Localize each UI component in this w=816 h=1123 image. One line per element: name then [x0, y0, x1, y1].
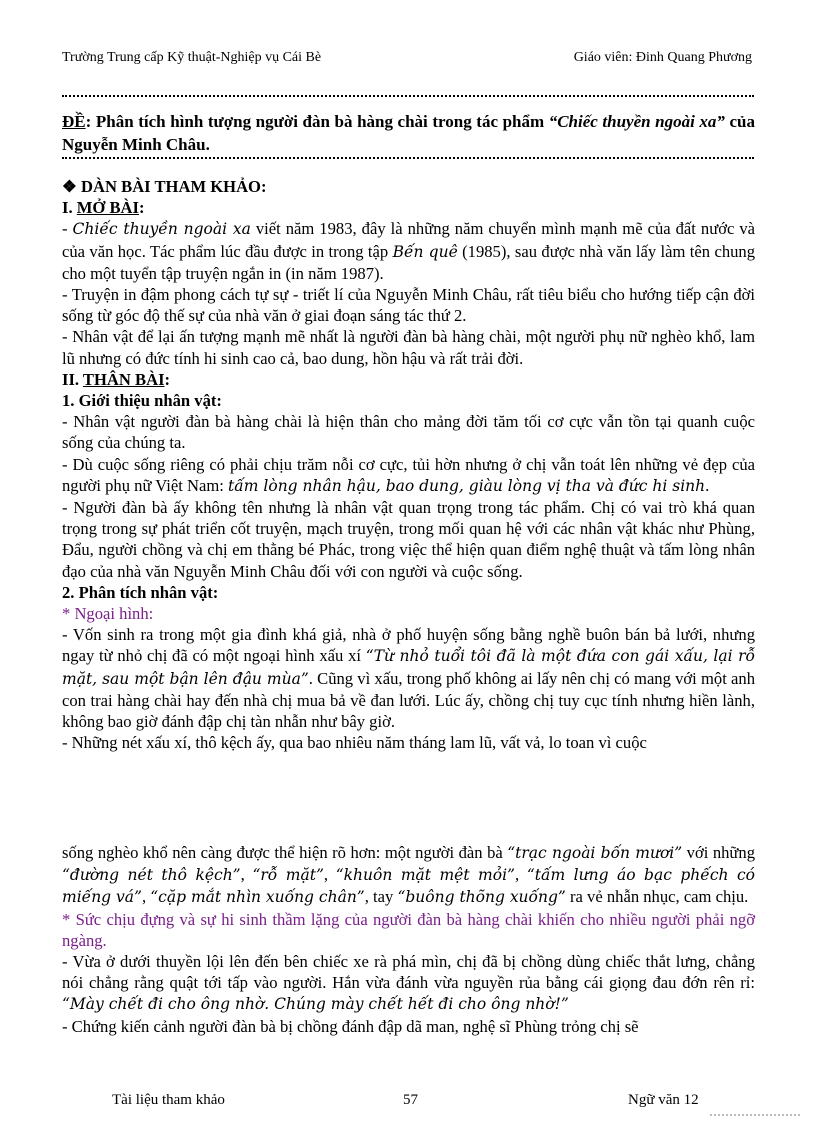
topic-author: của Nguyễn Minh Châu. [62, 112, 755, 154]
dotted-divider [62, 95, 754, 97]
section-heading: 2. Phân tích nhân vật: [62, 582, 219, 602]
corner-dots [710, 1114, 800, 1119]
header-school: Trường Trung cấp Kỹ thuật-Nghiệp vụ Cái Bè [62, 50, 322, 65]
body-paragraph: - Nhân vật người đàn bà hàng chài là hiện thân cho mảng đời tăm tối cơ cực vẫn tồn tại quanh cuộc sống của chúng ta. [62, 412, 755, 453]
section-heading: 1. Giới thiệu nhân vật: [62, 391, 222, 411]
header-teacher: Giáo viên: Đinh Quang Phương [573, 50, 752, 65]
document-body-continued [62, 842, 755, 1037]
body-paragraph: - Vừa ở dưới thuyền lội lên đến bên chiếc xe rà phá mìn, chị đã bị chồng dùng chiếc thắt lưng, chẳng nói chẳng rằng quật tới tấp vào người. Hắn vừa đánh vừa nguyền rủa bằng cái giọng đau đớn rên rỉ: “Mày chết đi cho ông nhờ. Chúng mày chết hết đi cho ông nhờ!” [62, 952, 755, 1014]
subsection-heading: * Sức chịu đựng và sự hi sinh thầm lặng của người đàn bà hàng chài khiến cho nhiều người phải ngỡ ngàng. [62, 909, 755, 950]
footer-left: Tài liệu tham khảo [112, 1092, 225, 1108]
outline-heading: ❖ DÀN BÀI THAM KHẢO: [62, 177, 267, 196]
body-heading: II. THÂN BÀI: [62, 369, 171, 389]
topic-work: “Chiếc thuyền ngoài xa” [548, 112, 725, 131]
intro-heading: I. MỞ BÀI: [62, 198, 145, 218]
body-paragraph: - Chứng kiến cảnh người đàn bà bị chồng đánh đập dã man, nghệ sĩ Phùng trỏng chị sẽ [62, 1016, 639, 1036]
body-paragraph: sống nghèo khổ nên càng được thể hiện rõ hơn: một người đàn bà “trạc ngoài bốn mươi” với những “đường nét thô kệch”, “rỗ mặt”, “khuôn mặt mệt mỏi”, “tấm lưng áo bạc phếch có miếng vá”, “cặp mắt nhìn xuống chân”, tay “buông thõng xuống” ra vẻ nhẫn nhục, cam chịu. [62, 843, 756, 907]
body-paragraph: - Những nét xấu xí, thô kệch ấy, qua bao nhiêu năm tháng lam lũ, vất vả, lo toan vì cuộc [62, 733, 647, 753]
intro-paragraph: - Truyện in đậm phong cách tự sự - triết lí của Nguyễn Minh Châu, rất tiêu biểu cho hướng tiếp cận đời sống từ góc độ thế sự của nhà văn ở giai đoạn sáng tác thứ 2. [62, 285, 755, 326]
topic-label: ĐỀ [62, 112, 86, 131]
dotted-divider [62, 157, 754, 159]
intro-paragraph: - Nhân vật để lại ấn tượng mạnh mẽ nhất là người đàn bà hàng chài, một người phụ nữ nghèo khổ, lam lũ nhưng có đức tính hi sinh cao cả, bao dung, hồn hậu và rất trải đời. [62, 327, 755, 368]
topic-text: : Phân tích hình tượng người đàn bà hàng chài trong tác phẩm [85, 112, 549, 131]
essay-topic [62, 110, 755, 156]
body-paragraph: - Dù cuộc sống riêng có phải chịu trăm nỗi cơ cực, tủi hờn nhưng ở chị vẫn toát lên những vẻ đẹp của người phụ nữ Việt Nam: tấm lòng nhân hậu, bao dung, giàu lòng vị tha và đức hi sinh. [62, 454, 755, 495]
document-body [62, 176, 755, 753]
intro-paragraph: - Chiếc thuyền ngoài xa viết năm 1983, đây là những năm chuyển mình mạnh mẽ của đất nước và của văn học. Tác phẩm lúc đầu được in trong tập Bến quê (1985), sau được nhà văn lấy làm tên chung cho một tuyển tập truyện ngắn in (in năm 1987). [62, 219, 756, 283]
page-number: 57 [403, 1092, 418, 1108]
footer-right: Ngữ văn 12 [628, 1092, 699, 1108]
subsection-heading: * Ngoại hình: [62, 604, 154, 624]
body-paragraph: - Vốn sinh ra trong một gia đình khá giả, nhà ở phố huyện sống bằng nghề buôn bán bả lưới, nhưng ngay từ nhỏ chị đã có một ngoại hình xấu xí “Từ nhỏ tuổi tôi đã là một đứa con gái xấu, lại rỗ mặt, sau một bận lên đậu mùa”. Cũng vì xấu, trong phố không ai lấy nên chị có mang với một anh con trai hàng chài hay đến nhà chị mua bả về đan lưới. Lúc ấy, chồng chị tuy cục tính nhưng hiền lành, không bao giờ đánh đập chị tàn nhẫn như bây giờ. [62, 625, 756, 732]
body-paragraph: - Người đàn bà ấy không tên nhưng là nhân vật quan trọng trong tác phẩm. Chị có vai trò khá quan trọng trong sự phát triển cốt truyện, mạch truyện, trong mối quan hệ với các nhân vật khác như Phùng, Đẩu, người chồng và chị em thằng bé Phác, trong việc thể hiện quan điểm nghệ thuật và tấm lòng nhân đạo của nhà văn Nguyễn Minh Châu đối với con người và cuộc sống. [62, 498, 755, 581]
